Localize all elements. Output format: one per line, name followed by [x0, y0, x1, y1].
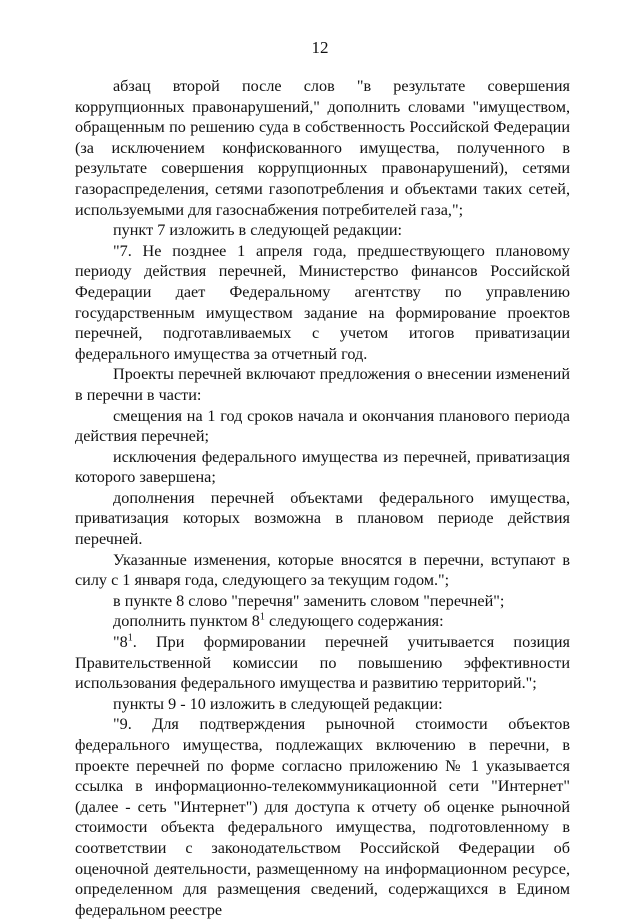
paragraph-point8: в пункте 8 слово "перечня" заменить словом "перечней";: [113, 591, 505, 610]
paragraph-exclusion: исключения федерального имущества из перечней, приватизация которого завершена;: [75, 447, 570, 487]
document-body: [75, 76, 570, 920]
paragraph-addition: дополнения перечней объектами федерального имущества, приватизация которых возможна в плановом периоде действия перечней.: [75, 488, 570, 549]
paragraph-amend-abzac: абзац второй после слов "в результате совершения коррупционных правонарушений," дополнить словами "имуществом, обращенным по решению суда в собственность Российской Федерации (за исключением конфискованного имущества, полученного в результате совершения коррупционных правонарушений), сетями газораспределения, сетями газопотребления и объектами таких сетей, используемыми для газоснабжения потребителей газа,";: [75, 77, 570, 219]
paragraph-drafts: Проекты перечней включают предложения о внесении изменений в перечни в части:: [75, 365, 570, 404]
superscript: 1: [127, 632, 133, 644]
text-fragment: дополнить пунктом 8: [113, 612, 260, 631]
superscript: 1: [259, 612, 265, 624]
paragraph-point7-heading: пункт 7 изложить в следующей редакции:: [113, 221, 403, 240]
text-fragment: . При формировании перечней учитывается позиция Правительственной комиссии по повышению эффективности использования федерального имущества и развитию территорий.";: [75, 633, 570, 693]
paragraph-point9-text: "9. Для подтверждения рыночной стоимости объектов федерального имущества, подлежащих включению в перечни, в проекте перечней по форме согласно приложению № 1 указывается ссылка в информационно-телекоммуникационной сети "Интернет" (далее - сеть "Интернет") для доступа к отчету об оценке рыночной стоимости объекта федерального имущества, подготовленному в соответствии с законодательством Российской Федерации об оценочной деятельности, размещенному на информационном ресурсе, определенном для размещения сведений, содержащихся в Едином федеральном реестре: [75, 715, 570, 919]
text-fragment: следующего содержания:: [264, 612, 444, 631]
paragraph-point8-1-text: [75, 632, 570, 694]
text-fragment: "8: [113, 633, 128, 652]
paragraph-add-point8-1: [75, 611, 570, 632]
paragraph-effective: Указанные изменения, которые вносятся в перечни, вступают в силу с 1 января года, следующего за текущим годом.";: [75, 550, 570, 590]
page-number: 12: [311, 38, 329, 57]
paragraph-points9-10-heading: пункты 9 - 10 изложить в следующей редакции:: [113, 694, 443, 713]
paragraph-point7-text: "7. Не позднее 1 апреля года, предшествующего плановому периоду действия перечней, Министерство финансов Российской Федерации дает Федеральному агентству по управлению государственным имуществом задание на формирование проектов перечней, подготавливаемых с учетом итогов приватизации федерального имущества за отчетный год.: [75, 241, 570, 363]
paragraph-shift: смещения на 1 год сроков начала и окончания планового периода действия перечней;: [75, 406, 570, 446]
